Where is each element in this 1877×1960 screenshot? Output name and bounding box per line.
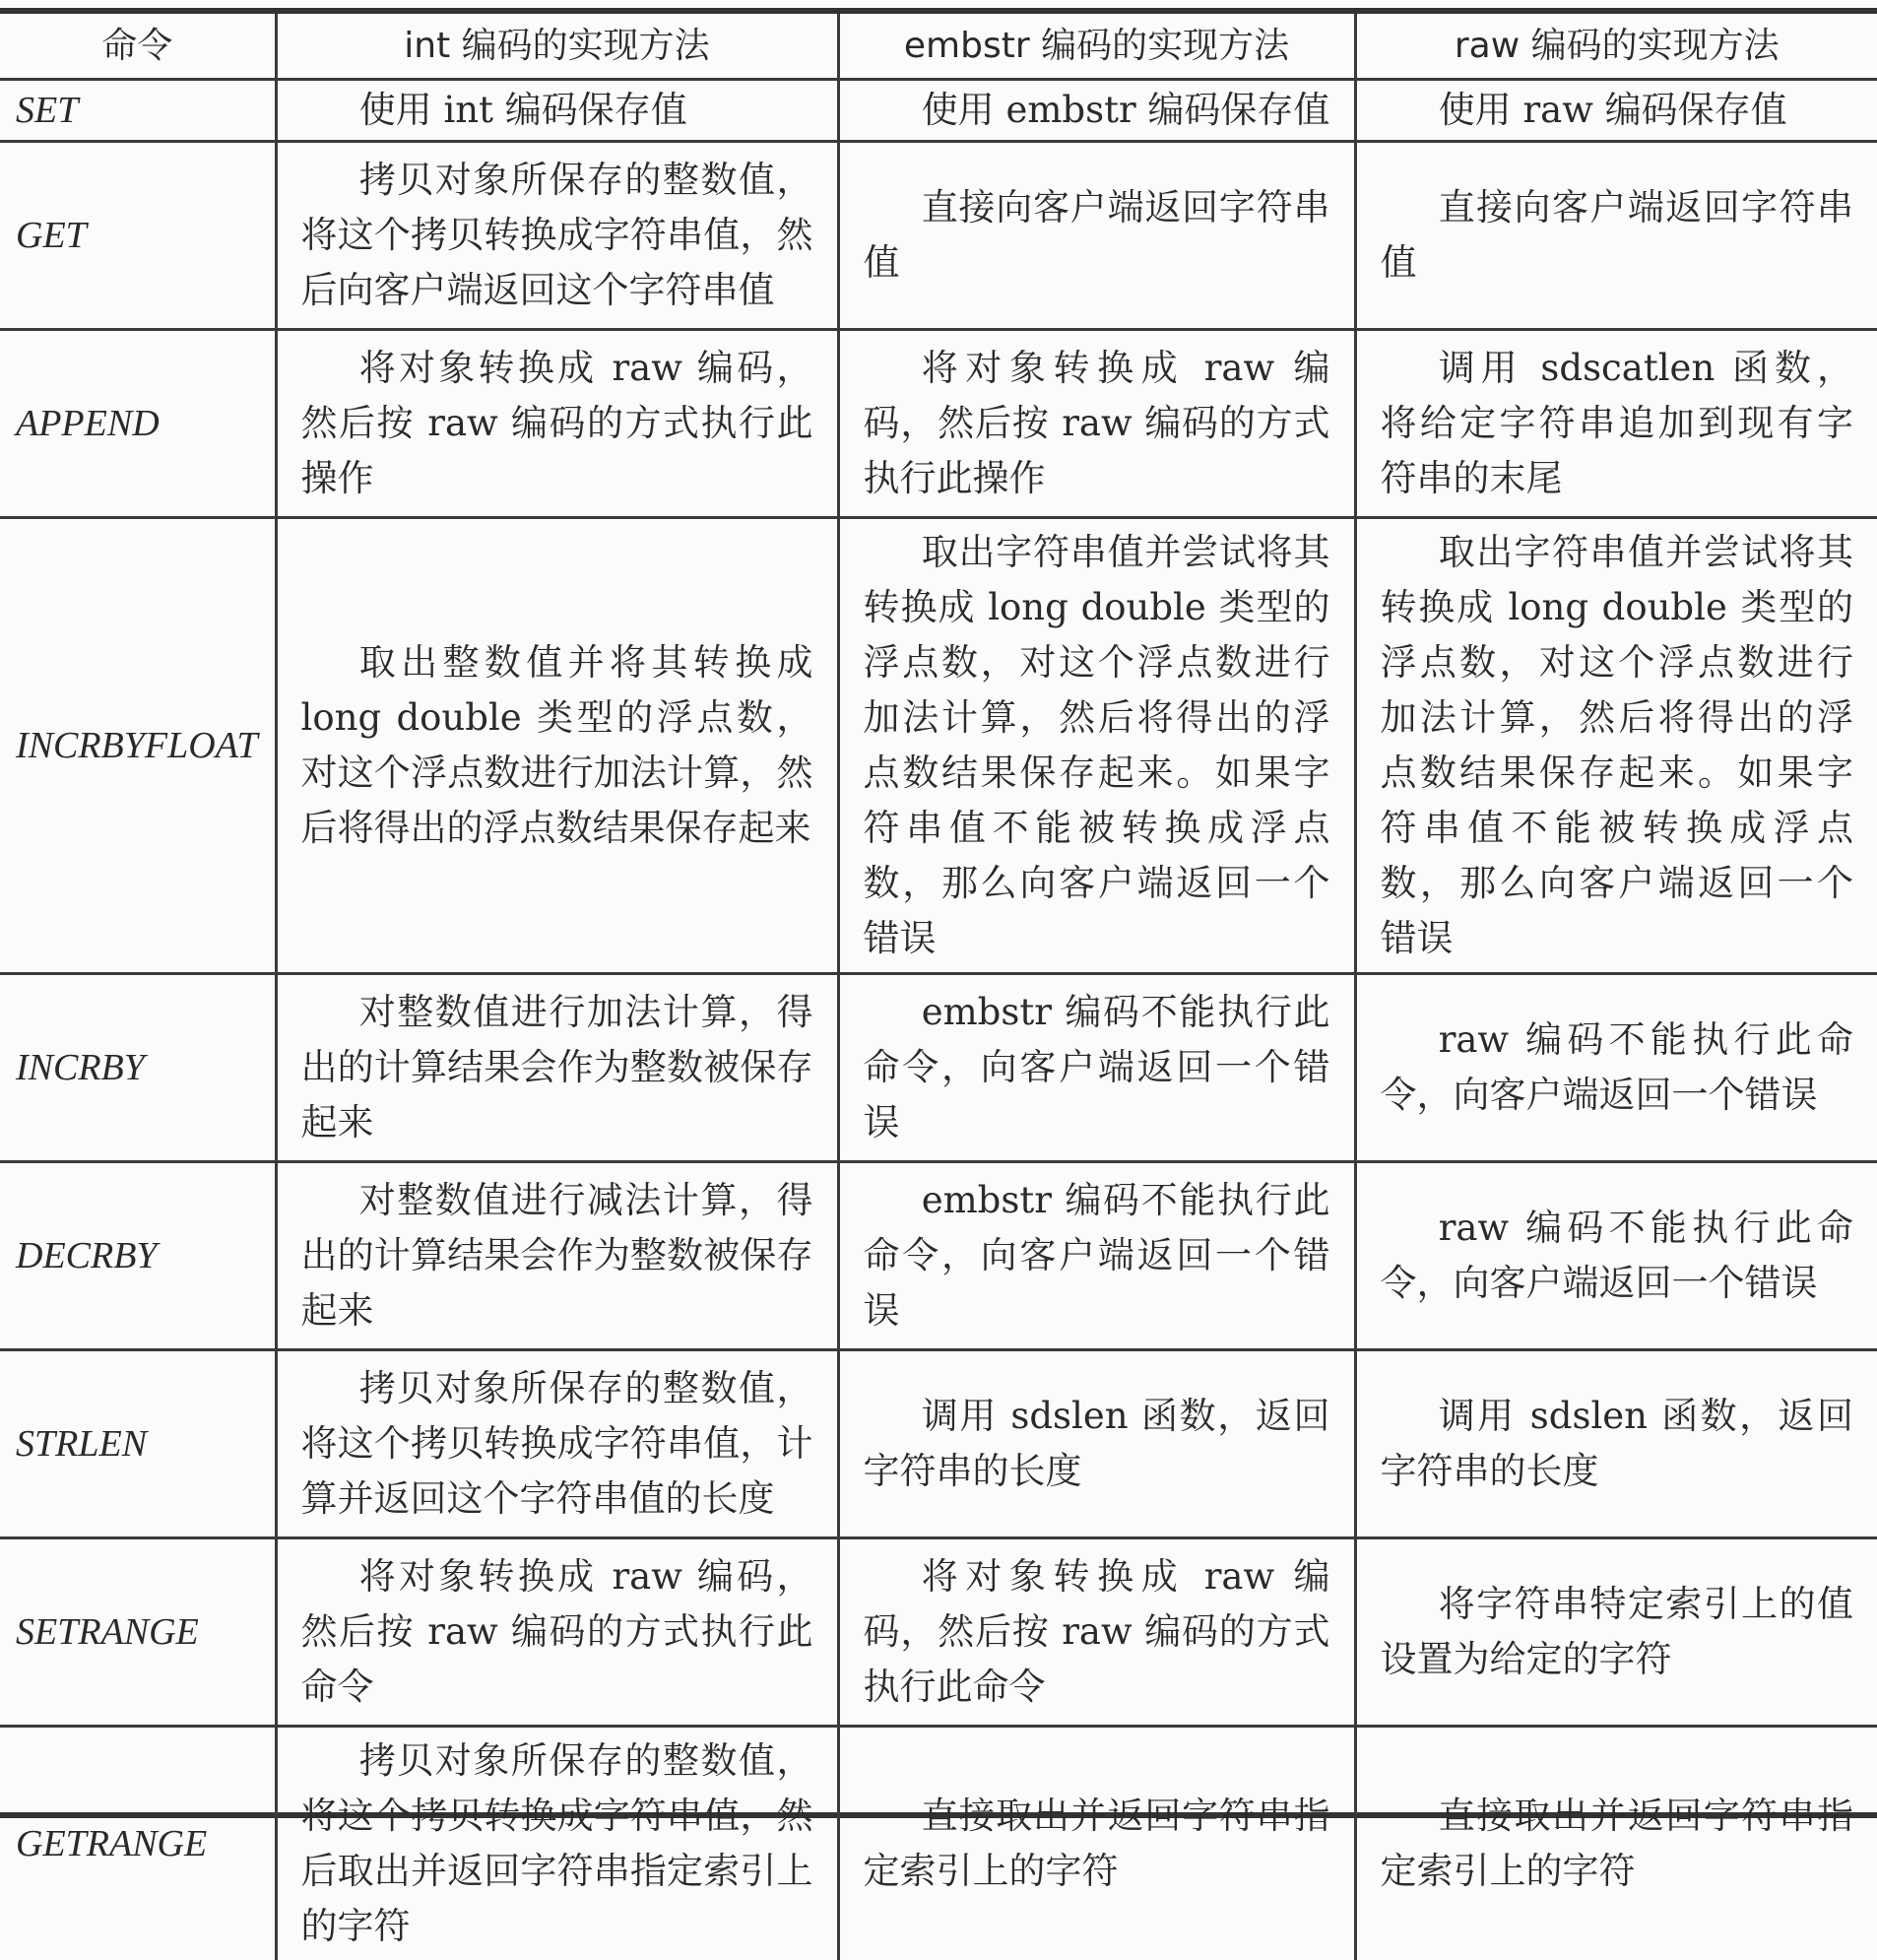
table-row [0,80,1877,142]
raw-cell: 取出字符串值并尝试将其转换成 long double 类型的浮点数，对这个浮点数进行加法计算，然后将得出的浮点数结果保存起来。如果字符串值不能被转换成浮点数，那么向客户端返回一个错误 [1355,518,1877,974]
embstr-cell: 直接取出并返回字符串指定索引上的字符 [838,1727,1355,1960]
header-command: 命令 [0,14,276,80]
int-cell: 拷贝对象所保存的整数值，将这个拷贝转换成字符串值，然后向客户端返回这个字符串值 [276,142,838,330]
embstr-cell: embstr 编码不能执行此命令，向客户端返回一个错误 [838,974,1355,1162]
command-cell: GET [0,142,276,330]
table-row [0,518,1877,974]
embstr-cell: 将对象转换成 raw 编码，然后按 raw 编码的方式执行此操作 [838,330,1355,518]
raw-cell: 将字符串特定索引上的值设置为给定的字符 [1355,1538,1877,1727]
raw-cell: 调用 sdslen 函数，返回字符串的长度 [1355,1350,1877,1538]
int-cell: 对整数值进行减法计算，得出的计算结果会作为整数被保存起来 [276,1162,838,1350]
encoding-comparison-table [0,14,1877,1960]
int-cell: 使用 int 编码保存值 [276,80,838,142]
table-frame [0,8,1877,1818]
command-cell: INCRBY [0,974,276,1162]
table-row [0,142,1877,330]
embstr-cell: 使用 embstr 编码保存值 [838,80,1355,142]
table-row [0,1538,1877,1727]
table-header [0,14,1877,80]
command-cell: SET [0,80,276,142]
embstr-cell: 将对象转换成 raw 编码，然后按 raw 编码的方式执行此命令 [838,1538,1355,1727]
header-raw: raw 编码的实现方法 [1355,14,1877,80]
raw-cell: 直接取出并返回字符串指定索引上的字符 [1355,1727,1877,1960]
embstr-cell: 调用 sdslen 函数，返回字符串的长度 [838,1350,1355,1538]
raw-cell: raw 编码不能执行此命令，向客户端返回一个错误 [1355,1162,1877,1350]
table-row [0,330,1877,518]
int-cell: 拷贝对象所保存的整数值，将这个拷贝转换成字符串值，计算并返回这个字符串值的长度 [276,1350,838,1538]
int-cell: 对整数值进行加法计算，得出的计算结果会作为整数被保存起来 [276,974,838,1162]
command-cell: INCRBYFLOAT [0,518,276,974]
command-cell: DECRBY [0,1162,276,1350]
command-cell: STRLEN [0,1350,276,1538]
header-row [0,14,1877,80]
table-row [0,1727,1877,1960]
int-cell: 取出整数值并将其转换成 long double 类型的浮点数，对这个浮点数进行加法计算，然后将得出的浮点数结果保存起来 [276,518,838,974]
raw-cell: 直接向客户端返回字符串值 [1355,142,1877,330]
header-int: int 编码的实现方法 [276,14,838,80]
embstr-cell: embstr 编码不能执行此命令，向客户端返回一个错误 [838,1162,1355,1350]
table-row [0,1350,1877,1538]
embstr-cell: 取出字符串值并尝试将其转换成 long double 类型的浮点数，对这个浮点数进行加法计算，然后将得出的浮点数结果保存起来。如果字符串值不能被转换成浮点数，那么向客户端返回一个错误 [838,518,1355,974]
command-cell: SETRANGE [0,1538,276,1727]
table-body [0,80,1877,1960]
header-embstr: embstr 编码的实现方法 [838,14,1355,80]
raw-cell: 调用 sdscatlen 函数，将给定字符串追加到现有字符串的末尾 [1355,330,1877,518]
int-cell: 将对象转换成 raw 编码，然后按 raw 编码的方式执行此命令 [276,1538,838,1727]
table-row [0,974,1877,1162]
command-cell: GETRANGE [0,1727,276,1960]
int-cell: 将对象转换成 raw 编码，然后按 raw 编码的方式执行此操作 [276,330,838,518]
int-cell: 拷贝对象所保存的整数值，将这个拷贝转换成字符串值，然后取出并返回字符串指定索引上的字符 [276,1727,838,1960]
embstr-cell: 直接向客户端返回字符串值 [838,142,1355,330]
command-cell: APPEND [0,330,276,518]
table-row [0,1162,1877,1350]
raw-cell: raw 编码不能执行此命令，向客户端返回一个错误 [1355,974,1877,1162]
raw-cell: 使用 raw 编码保存值 [1355,80,1877,142]
